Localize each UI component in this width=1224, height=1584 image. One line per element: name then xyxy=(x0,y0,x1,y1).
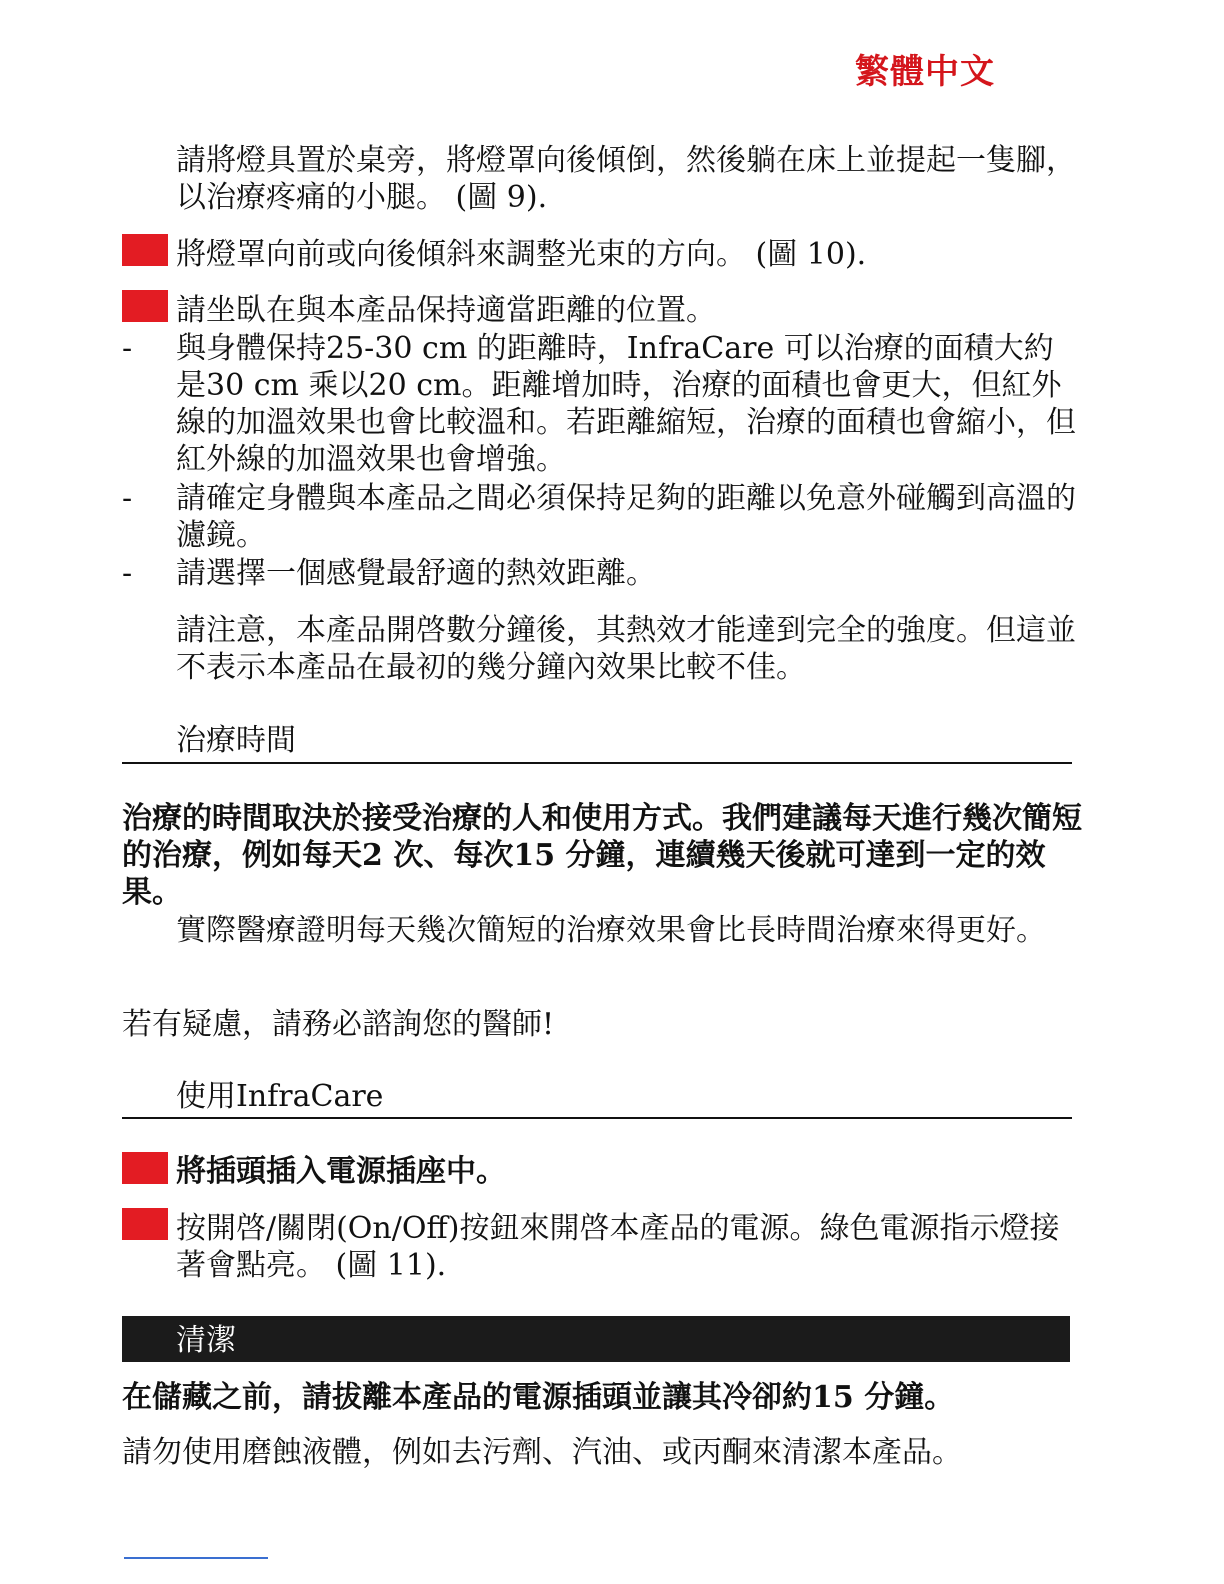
language-label: 繁體中文 xyxy=(855,52,995,92)
dash-bullet: - xyxy=(122,556,133,591)
dash-bullet: - xyxy=(122,481,133,516)
step-marker xyxy=(122,234,168,266)
cleaning-unplug-text: 在儲藏之前，請拔離本產品的電源插頭並讓其冷卻約15 分鐘。 xyxy=(122,1380,955,1415)
section-rule xyxy=(122,1117,1072,1119)
dash-bullet: - xyxy=(122,331,133,366)
step-marker xyxy=(122,290,168,322)
cleaning-no-abrasive-text: 請勿使用磨蝕液體，例如去污劑、汽油、或丙酮來清潔本產品。 xyxy=(122,1435,962,1470)
warmup-note: 請注意，本產品開啓數分鐘後，其熱效才能達到完全的強度。但這並不表示本產品在最初的幾分鐘內效果比較不佳。 xyxy=(176,613,1076,685)
step-marker xyxy=(122,1208,168,1240)
section-bar-cleaning xyxy=(122,1316,1070,1362)
distance-info: 與身體保持25-30 cm 的距離時，InfraCare 可以治療的面積大約是30 cm 乘以20 cm。距離增加時，治療的面積也會更大，但紅外線的加溫效果也會比較溫和。若距離縮短，治療的面積也會縮小，但紅外線的加溫效果也會增強。 xyxy=(176,331,1076,477)
instruction-tilt-lamp: 將燈罩向前或向後傾斜來調整光束的方向。 (圖 10). xyxy=(176,237,867,272)
instruction-position: 請坐臥在與本產品保持適當距離的位置。 xyxy=(176,293,716,328)
section-title-treatment-time: 治療時間 xyxy=(176,723,296,758)
section-rule xyxy=(122,762,1072,764)
step-plug-in: 將插頭插入電源插座中。 xyxy=(176,1154,506,1189)
consult-doctor-text: 若有疑慮，請務必諮詢您的醫師! xyxy=(122,1007,555,1042)
step-marker xyxy=(122,1152,168,1184)
step-power-on: 按開啓/關閉(On/Off)按鈕來開啓本產品的電源。綠色電源指示燈接著會點亮。 (圖 11). xyxy=(176,1211,1060,1283)
footer-line xyxy=(124,1557,268,1559)
safety-distance: 請確定身體與本產品之間必須保持足夠的距離以免意外碰觸到高溫的濾鏡。 xyxy=(176,481,1076,553)
section-title-using: 使用InfraCare xyxy=(176,1079,384,1114)
section-title-cleaning: 清潔 xyxy=(176,1323,236,1358)
instruction-lamp-beside-table: 請將燈具置於桌旁，將燈罩向後傾倒，然後躺在床上並提起一隻腳，以治療疼痛的小腿。 (圖 9). xyxy=(176,143,1076,215)
treatment-time-text: 治療的時間取決於接受治療的人和使用方式。我們建議每天進行幾次簡短的治療，例如每天2 次、每次15 分鐘，連續幾天後就可達到一定的效果。 xyxy=(122,801,1082,910)
comfortable-distance: 請選擇一個感覺最舒適的熱效距離。 xyxy=(176,556,656,591)
medical-practice-text: 實際醫療證明每天幾次簡短的治療效果會比長時間治療來得更好。 xyxy=(176,913,1046,948)
